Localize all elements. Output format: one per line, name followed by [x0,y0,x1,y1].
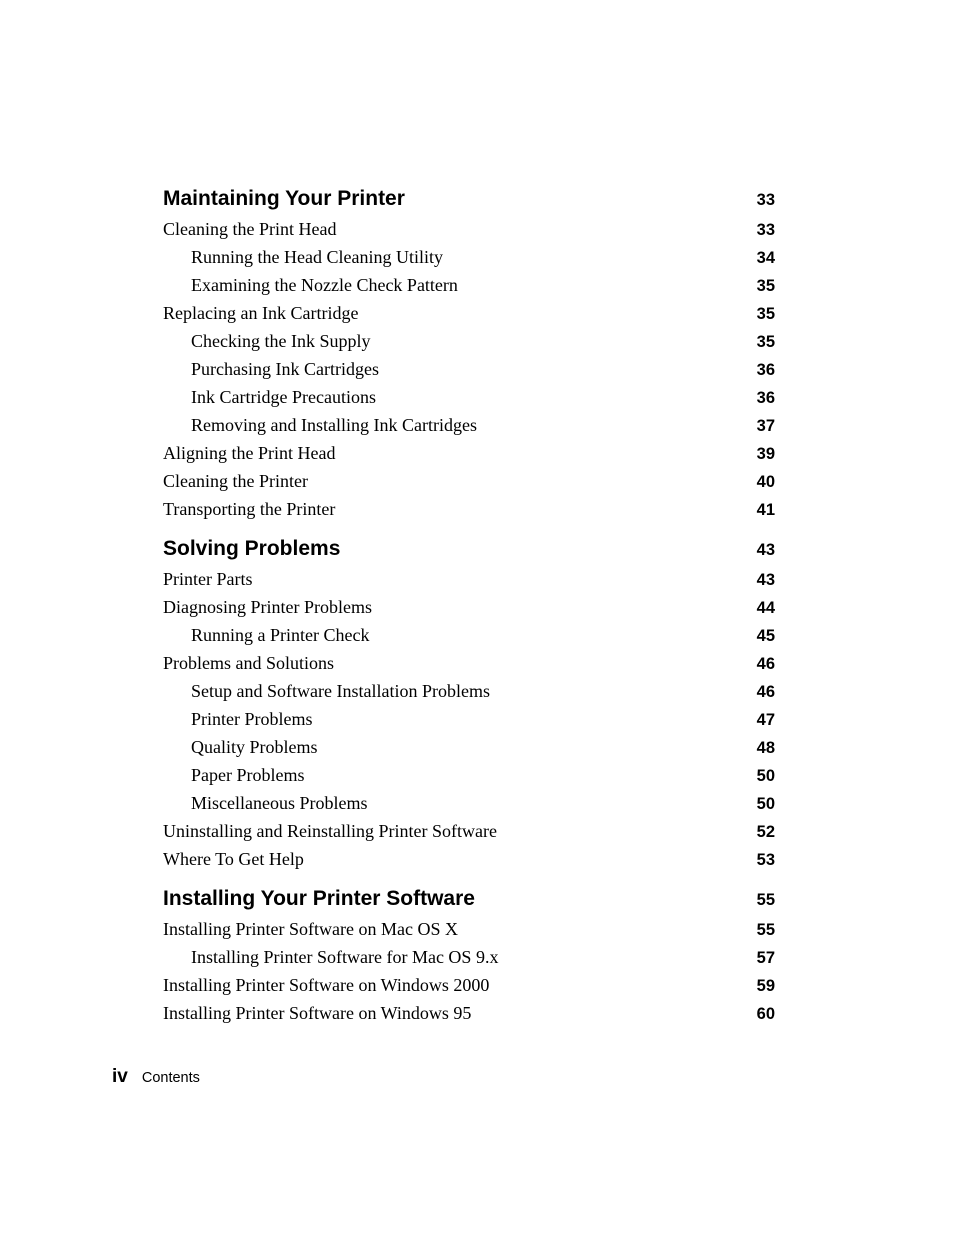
section-title: Solving Problems [163,537,341,560]
entry-title: Miscellaneous Problems [191,793,368,813]
entry-page-number: 33 [756,221,775,239]
entry-title: Setup and Software Installation Problems [191,681,490,701]
entry-title: Cleaning the Printer [163,471,308,491]
entry-page-number: 40 [756,473,775,491]
toc-entry[interactable] [163,565,775,593]
page-number: iv [112,1066,128,1087]
entry-title: Aligning the Print Head [163,443,336,463]
entry-title: Replacing an Ink Cartridge [163,303,359,323]
toc-section [163,182,775,523]
entry-page-number: 44 [756,599,775,617]
entry-title: Printer Problems [191,709,313,729]
entry-page-number: 57 [756,949,775,967]
entry-title: Removing and Installing Ink Cartridges [191,415,477,435]
entry-title: Ink Cartridge Precautions [191,387,376,407]
toc-subentry[interactable] [163,621,775,649]
toc-subentry[interactable] [163,761,775,789]
toc-entry[interactable] [163,495,775,523]
entry-title: Printer Parts [163,569,253,589]
entry-title: Installing Printer Software for Mac OS 9.x [191,947,499,967]
entry-title: Running a Printer Check [191,625,370,645]
entry-title: Paper Problems [191,765,305,785]
footer-label: Contents [141,1070,200,1086]
toc-entry[interactable] [163,215,775,243]
entry-page-number: 48 [756,739,775,757]
toc-subentry[interactable] [163,271,775,299]
toc-section [163,882,775,1027]
entry-page-number: 36 [756,361,775,379]
entry-title: Cleaning the Print Head [163,219,337,239]
entry-page-number: 35 [756,277,775,295]
section-page-number: 55 [756,891,775,909]
toc-subentry[interactable] [163,677,775,705]
entry-title: Checking the Ink Supply [191,331,371,351]
toc-subentry[interactable] [163,383,775,411]
section-page-number: 43 [756,541,775,559]
toc-subentry[interactable] [163,243,775,271]
toc-entry[interactable] [163,299,775,327]
entry-page-number: 46 [756,655,775,673]
entry-title: Running the Head Cleaning Utility [191,247,443,267]
entry-page-number: 50 [756,767,775,785]
toc-subentry[interactable] [163,733,775,761]
section-title: Installing Your Printer Software [163,887,475,910]
entry-title: Transporting the Printer [163,499,336,519]
entry-page-number: 52 [756,823,775,841]
entry-title: Installing Printer Software on Windows 95 [163,1003,472,1023]
entry-page-number: 45 [756,627,775,645]
entry-page-number: 43 [756,571,775,589]
entry-page-number: 55 [756,921,775,939]
toc-section-heading[interactable] [163,532,775,565]
toc-subentry[interactable] [163,705,775,733]
entry-page-number: 36 [756,389,775,407]
toc-subentry[interactable] [163,327,775,355]
entry-page-number: 41 [756,501,775,519]
toc-entry[interactable] [163,971,775,999]
entry-title: Diagnosing Printer Problems [163,597,372,617]
toc-section [163,532,775,873]
page-footer [112,1066,200,1088]
section-title: Maintaining Your Printer [163,187,405,210]
entry-page-number: 37 [756,417,775,435]
entry-page-number: 35 [756,333,775,351]
section-page-number: 33 [756,191,775,209]
toc-entry[interactable] [163,467,775,495]
entry-title: Examining the Nozzle Check Pattern [191,275,458,295]
entry-page-number: 39 [756,445,775,463]
entry-page-number: 34 [756,249,775,267]
toc-section-heading[interactable] [163,882,775,915]
toc-entry[interactable] [163,593,775,621]
toc-subentry[interactable] [163,355,775,383]
entry-title: Installing Printer Software on Mac OS X [163,919,458,939]
toc-subentry[interactable] [163,789,775,817]
entry-page-number: 35 [756,305,775,323]
entry-title: Purchasing Ink Cartridges [191,359,379,379]
entry-page-number: 60 [756,1005,775,1023]
toc-entry[interactable] [163,999,775,1027]
toc-subentry[interactable] [163,943,775,971]
entry-title: Where To Get Help [163,849,304,869]
toc-entry[interactable] [163,439,775,467]
toc-subentry[interactable] [163,411,775,439]
entry-page-number: 50 [756,795,775,813]
entry-title: Problems and Solutions [163,653,335,673]
entry-title: Installing Printer Software on Windows 2000 [163,975,490,995]
entry-title: Quality Problems [191,737,318,757]
entry-page-number: 47 [756,711,775,729]
toc-section-heading[interactable] [163,182,775,215]
toc-entry[interactable] [163,915,775,943]
entry-page-number: 59 [756,977,775,995]
entry-page-number: 46 [756,683,775,701]
entry-title: Uninstalling and Reinstalling Printer Software [163,821,497,841]
entry-page-number: 53 [756,851,775,869]
toc-entry[interactable] [163,649,775,677]
toc-entry[interactable] [163,845,775,873]
table-of-contents [163,182,775,1036]
toc-entry[interactable] [163,817,775,845]
